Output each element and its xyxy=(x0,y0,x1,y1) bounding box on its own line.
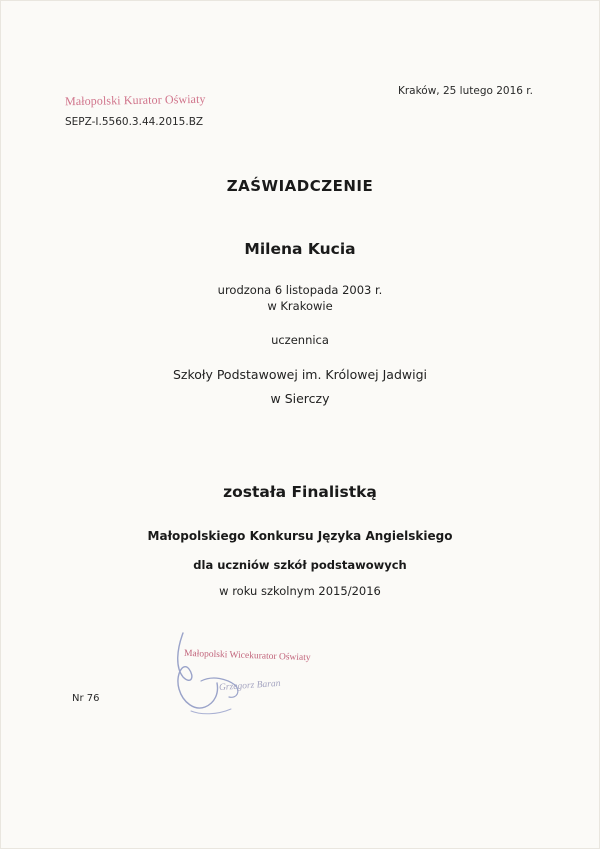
signatory-name-stamp: Grzegorz Baran xyxy=(218,678,281,694)
kurator-stamp: Małopolski Kurator Oświaty xyxy=(64,91,206,109)
student-name: Milena Kucia xyxy=(244,240,356,258)
document-title: ZAŚWIADCZENIE xyxy=(226,177,374,195)
birth-place: w Krakowie xyxy=(267,299,333,313)
student-role: uczennica xyxy=(271,333,329,347)
wicekurator-stamp: Małopolski Wicekurator Oświaty xyxy=(183,648,311,664)
birth-date: urodzona 6 listopada 2003 r. xyxy=(217,283,383,297)
signature-area xyxy=(161,623,351,723)
school-location: w Sierczy xyxy=(270,391,330,406)
school-name: Szkoły Podstawowej im. Królowej Jadwigi xyxy=(172,367,427,382)
reference-number: SEPZ-I.5560.3.44.2015.BZ xyxy=(65,116,204,128)
certificate-number: Nr 76 xyxy=(72,693,100,704)
contest-name: Małopolskiego Konkursu Języka Angielskiego xyxy=(147,529,453,543)
achievement: została Finalistką xyxy=(223,483,377,501)
contest-audience: dla uczniów szkół podstawowych xyxy=(193,558,407,572)
school-year: w roku szkolnym 2015/2016 xyxy=(219,584,381,598)
issue-date: Kraków, 25 lutego 2016 r. xyxy=(397,85,533,97)
handwritten-signature xyxy=(161,623,351,723)
